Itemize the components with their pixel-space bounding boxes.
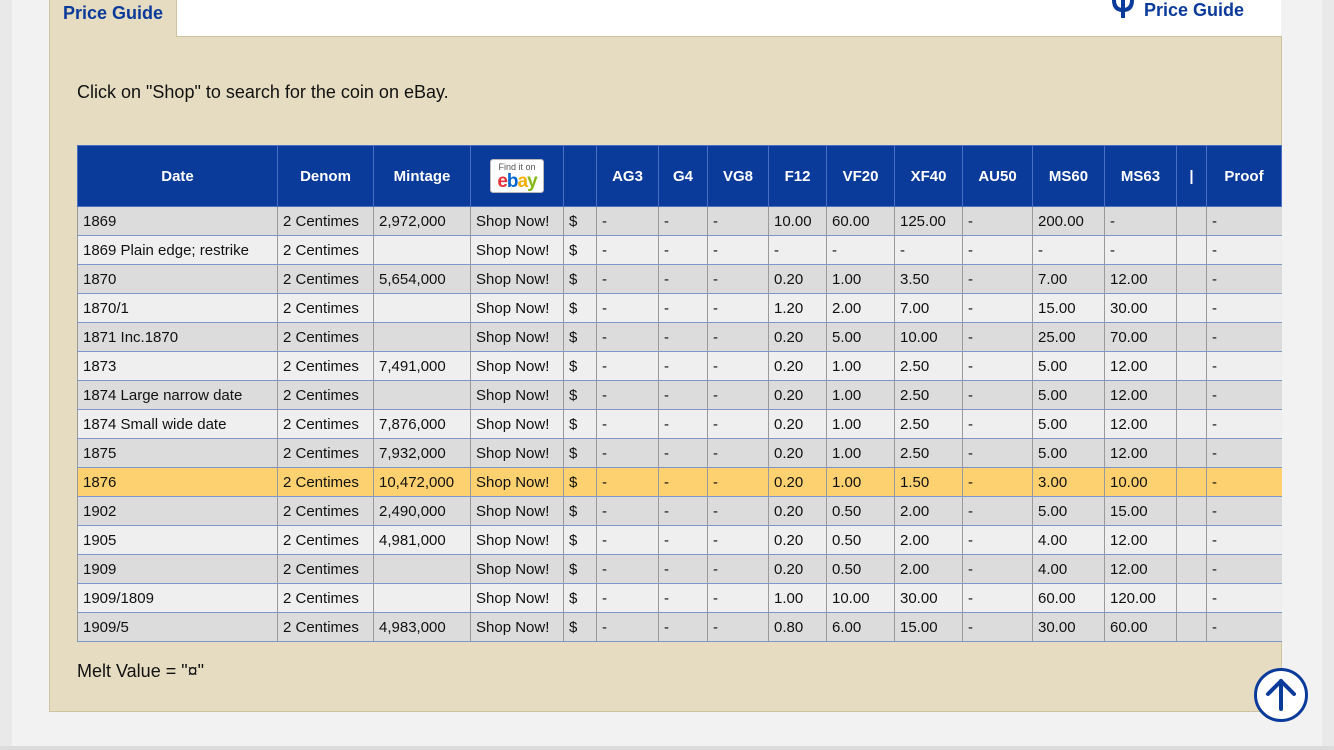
cell-mintage: 4,983,000: [374, 613, 471, 642]
table-row: [78, 236, 1282, 265]
cell-separator: [1177, 613, 1207, 642]
cell-proof: -: [1207, 323, 1282, 352]
cell-mintage: 2,490,000: [374, 497, 471, 526]
cell-ms60: -: [1033, 236, 1105, 265]
cell-proof: -: [1207, 613, 1282, 642]
cell-g4: -: [659, 323, 708, 352]
scroll-top-button[interactable]: [1254, 668, 1308, 722]
cell-xf40: 2.50: [895, 352, 963, 381]
cell-vf20: 0.50: [827, 497, 895, 526]
cell-xf40: 2.50: [895, 410, 963, 439]
right-margin: [1322, 0, 1334, 750]
header-ebay: [471, 146, 564, 207]
cell-proof: -: [1207, 497, 1282, 526]
cell-proof: -: [1207, 468, 1282, 497]
shop-now-link[interactable]: Shop Now!: [471, 410, 564, 439]
header-currency: [564, 146, 597, 207]
cell-ms63: 120.00: [1105, 584, 1177, 613]
cell-mintage: [374, 294, 471, 323]
cell-vg8: -: [708, 236, 769, 265]
shop-now-link[interactable]: Shop Now!: [471, 236, 564, 265]
cell-mintage: [374, 381, 471, 410]
cell-proof: -: [1207, 410, 1282, 439]
cell-currency: $: [564, 555, 597, 584]
cell-date: 1870: [78, 265, 278, 294]
header-vf20: VF20: [827, 146, 895, 207]
cell-ag3: -: [597, 497, 659, 526]
cell-f12: 1.20: [769, 294, 827, 323]
cell-vg8: -: [708, 265, 769, 294]
cell-denom: 2 Centimes: [278, 555, 374, 584]
table-row: [78, 323, 1282, 352]
cell-xf40: 2.00: [895, 555, 963, 584]
cell-separator: [1177, 555, 1207, 584]
header-au50: AU50: [963, 146, 1033, 207]
table-row: [78, 352, 1282, 381]
cell-au50: -: [963, 613, 1033, 642]
table-row: [78, 555, 1282, 584]
shop-now-link[interactable]: Shop Now!: [471, 526, 564, 555]
cell-date: 1870/1: [78, 294, 278, 323]
cell-date: 1909/1809: [78, 584, 278, 613]
cell-ms60: 4.00: [1033, 526, 1105, 555]
cell-g4: -: [659, 236, 708, 265]
cell-proof: -: [1207, 381, 1282, 410]
cell-mintage: [374, 236, 471, 265]
cell-xf40: 3.50: [895, 265, 963, 294]
shop-now-link[interactable]: Shop Now!: [471, 497, 564, 526]
bottom-divider: [0, 746, 1334, 750]
cell-ag3: -: [597, 381, 659, 410]
cell-ag3: -: [597, 526, 659, 555]
cell-denom: 2 Centimes: [278, 439, 374, 468]
shop-now-link[interactable]: Shop Now!: [471, 555, 564, 584]
price-guide-link-label: Price Guide: [1144, 0, 1245, 20]
header-date: Date: [78, 146, 278, 207]
table-row: [78, 381, 1282, 410]
cell-ms63: 12.00: [1105, 555, 1177, 584]
cell-currency: $: [564, 526, 597, 555]
cell-ms60: 5.00: [1033, 497, 1105, 526]
cell-au50: -: [963, 555, 1033, 584]
cell-ms60: 4.00: [1033, 555, 1105, 584]
cell-ms63: -: [1105, 207, 1177, 236]
cell-date: 1909: [78, 555, 278, 584]
cell-vg8: -: [708, 439, 769, 468]
cell-ag3: -: [597, 207, 659, 236]
cell-denom: 2 Centimes: [278, 584, 374, 613]
cell-denom: 2 Centimes: [278, 381, 374, 410]
cell-ag3: -: [597, 584, 659, 613]
cell-proof: -: [1207, 207, 1282, 236]
cell-currency: $: [564, 381, 597, 410]
cell-mintage: [374, 555, 471, 584]
cell-au50: -: [963, 352, 1033, 381]
cell-vg8: -: [708, 468, 769, 497]
cell-vf20: 10.00: [827, 584, 895, 613]
cell-au50: -: [963, 265, 1033, 294]
cell-g4: -: [659, 497, 708, 526]
cell-separator: [1177, 584, 1207, 613]
shop-now-link[interactable]: Shop Now!: [471, 323, 564, 352]
cell-vg8: -: [708, 294, 769, 323]
melt-value: Melt Value = "¤": [77, 661, 205, 681]
shop-now-link[interactable]: Shop Now!: [471, 584, 564, 613]
cell-ms63: -: [1105, 236, 1177, 265]
cell-ms63: 12.00: [1105, 265, 1177, 294]
cell-vg8: -: [708, 497, 769, 526]
cell-currency: $: [564, 439, 597, 468]
cell-g4: -: [659, 613, 708, 642]
cell-vf20: 0.50: [827, 555, 895, 584]
header-mintage: Mintage: [374, 146, 471, 207]
cell-denom: 2 Centimes: [278, 352, 374, 381]
cell-ag3: -: [597, 323, 659, 352]
cell-currency: $: [564, 410, 597, 439]
shop-now-link[interactable]: Shop Now!: [471, 352, 564, 381]
cell-vf20: 1.00: [827, 381, 895, 410]
header-separator: |: [1177, 146, 1207, 207]
cell-date: 1874 Large narrow date: [78, 381, 278, 410]
cell-ms60: 5.00: [1033, 439, 1105, 468]
cell-vg8: -: [708, 410, 769, 439]
cell-ms60: 60.00: [1033, 584, 1105, 613]
cell-date: 1875: [78, 439, 278, 468]
cell-f12: 0.20: [769, 265, 827, 294]
cell-vf20: 1.00: [827, 468, 895, 497]
cell-date: 1874 Small wide date: [78, 410, 278, 439]
cell-xf40: 15.00: [895, 613, 963, 642]
cell-denom: 2 Centimes: [278, 613, 374, 642]
cell-xf40: 125.00: [895, 207, 963, 236]
cell-denom: 2 Centimes: [278, 497, 374, 526]
cell-ms63: 12.00: [1105, 352, 1177, 381]
cell-f12: 0.20: [769, 381, 827, 410]
cell-g4: -: [659, 439, 708, 468]
cell-xf40: 2.50: [895, 439, 963, 468]
cell-au50: -: [963, 497, 1033, 526]
cell-vg8: -: [708, 584, 769, 613]
cell-vg8: -: [708, 323, 769, 352]
cell-mintage: 2,972,000: [374, 207, 471, 236]
cell-au50: -: [963, 294, 1033, 323]
cell-vg8: -: [708, 352, 769, 381]
cell-g4: -: [659, 526, 708, 555]
cell-au50: -: [963, 410, 1033, 439]
cell-f12: 0.20: [769, 352, 827, 381]
cell-ms63: 10.00: [1105, 468, 1177, 497]
cell-mintage: 5,654,000: [374, 265, 471, 294]
cell-date: 1873: [78, 352, 278, 381]
cell-denom: 2 Centimes: [278, 410, 374, 439]
cell-proof: -: [1207, 236, 1282, 265]
cell-vg8: -: [708, 613, 769, 642]
cell-f12: 0.80: [769, 613, 827, 642]
table-row: [78, 439, 1282, 468]
ebay-logo-icon: ebay: [497, 171, 537, 192]
cell-ag3: -: [597, 555, 659, 584]
cell-vf20: 6.00: [827, 613, 895, 642]
header-proof: Proof: [1207, 146, 1282, 207]
cell-ms60: 7.00: [1033, 265, 1105, 294]
cell-xf40: 2.00: [895, 526, 963, 555]
cell-vf20: 1.00: [827, 410, 895, 439]
cell-date: 1909/5: [78, 613, 278, 642]
cell-vf20: 1.00: [827, 265, 895, 294]
cell-g4: -: [659, 352, 708, 381]
cell-proof: -: [1207, 352, 1282, 381]
cell-vg8: -: [708, 381, 769, 410]
cell-date: 1876: [78, 468, 278, 497]
header-vg8: VG8: [708, 146, 769, 207]
cell-vf20: 2.00: [827, 294, 895, 323]
cell-currency: $: [564, 236, 597, 265]
cell-denom: 2 Centimes: [278, 236, 374, 265]
cell-g4: -: [659, 207, 708, 236]
cell-separator: [1177, 468, 1207, 497]
cell-g4: -: [659, 294, 708, 323]
cell-au50: -: [963, 236, 1033, 265]
coin-icon: [1110, 0, 1136, 20]
intro-text: Click on "Shop" to search for the coin on eBay.: [77, 82, 449, 102]
cell-ag3: -: [597, 352, 659, 381]
cell-g4: -: [659, 584, 708, 613]
shop-now-link[interactable]: Shop Now!: [471, 381, 564, 410]
cell-proof: -: [1207, 584, 1282, 613]
header-f12: F12: [769, 146, 827, 207]
tab-label: Price Guide: [63, 3, 164, 23]
cell-currency: $: [564, 613, 597, 642]
tab-price-guide[interactable]: [49, 0, 177, 37]
cell-separator: [1177, 207, 1207, 236]
cell-ag3: -: [597, 439, 659, 468]
cell-currency: $: [564, 497, 597, 526]
table-row: [78, 526, 1282, 555]
cell-au50: -: [963, 584, 1033, 613]
cell-xf40: 2.50: [895, 381, 963, 410]
cell-vf20: 5.00: [827, 323, 895, 352]
cell-separator: [1177, 526, 1207, 555]
header-ms63: MS63: [1105, 146, 1177, 207]
cell-vg8: -: [708, 555, 769, 584]
table-row: [78, 207, 1282, 236]
cell-g4: -: [659, 555, 708, 584]
cell-vf20: -: [827, 236, 895, 265]
header-denom: Denom: [278, 146, 374, 207]
cell-ms60: 5.00: [1033, 352, 1105, 381]
shop-now-link[interactable]: Shop Now!: [471, 439, 564, 468]
header-ag3: AG3: [597, 146, 659, 207]
cell-f12: 0.20: [769, 555, 827, 584]
cell-f12: 0.20: [769, 439, 827, 468]
cell-ag3: -: [597, 265, 659, 294]
cell-separator: [1177, 497, 1207, 526]
cell-separator: [1177, 294, 1207, 323]
cell-separator: [1177, 236, 1207, 265]
cell-ms60: 30.00: [1033, 613, 1105, 642]
cell-xf40: 1.50: [895, 468, 963, 497]
cell-vf20: 1.00: [827, 352, 895, 381]
cell-ms63: 30.00: [1105, 294, 1177, 323]
cell-mintage: 10,472,000: [374, 468, 471, 497]
cell-ms60: 5.00: [1033, 381, 1105, 410]
table-row: [78, 410, 1282, 439]
cell-au50: -: [963, 526, 1033, 555]
table-row: [78, 468, 1282, 497]
table-row: [78, 497, 1282, 526]
cell-ag3: -: [597, 294, 659, 323]
cell-date: 1905: [78, 526, 278, 555]
price-table: [77, 145, 1282, 642]
header-g4: G4: [659, 146, 708, 207]
cell-proof: -: [1207, 526, 1282, 555]
cell-denom: 2 Centimes: [278, 294, 374, 323]
table-row: [78, 613, 1282, 642]
cell-au50: -: [963, 207, 1033, 236]
cell-ag3: -: [597, 236, 659, 265]
header-ms60: MS60: [1033, 146, 1105, 207]
cell-vg8: -: [708, 526, 769, 555]
arrow-up-circle-icon: [1257, 671, 1305, 719]
table-row: [78, 294, 1282, 323]
cell-f12: 0.20: [769, 497, 827, 526]
cell-ms63: 70.00: [1105, 323, 1177, 352]
shop-now-link[interactable]: Shop Now!: [471, 294, 564, 323]
cell-au50: -: [963, 439, 1033, 468]
cell-date: 1871 Inc.1870: [78, 323, 278, 352]
cell-ms63: 15.00: [1105, 497, 1177, 526]
cell-xf40: -: [895, 236, 963, 265]
cell-mintage: 4,981,000: [374, 526, 471, 555]
cell-proof: -: [1207, 439, 1282, 468]
cell-f12: 0.20: [769, 526, 827, 555]
cell-g4: -: [659, 265, 708, 294]
table-row: [78, 584, 1282, 613]
shop-now-link[interactable]: Shop Now!: [471, 468, 564, 497]
cell-proof: -: [1207, 294, 1282, 323]
cell-currency: $: [564, 352, 597, 381]
cell-denom: 2 Centimes: [278, 323, 374, 352]
cell-ms63: 12.00: [1105, 381, 1177, 410]
cell-ms63: 12.00: [1105, 410, 1177, 439]
cell-denom: 2 Centimes: [278, 526, 374, 555]
cell-ag3: -: [597, 468, 659, 497]
cell-ms60: 25.00: [1033, 323, 1105, 352]
cell-ms60: 3.00: [1033, 468, 1105, 497]
cell-xf40: 7.00: [895, 294, 963, 323]
cell-ms63: 12.00: [1105, 439, 1177, 468]
ebay-find-text: Find it on: [498, 162, 536, 172]
cell-proof: -: [1207, 265, 1282, 294]
cell-vf20: 0.50: [827, 526, 895, 555]
cell-au50: -: [963, 468, 1033, 497]
cell-xf40: 10.00: [895, 323, 963, 352]
cell-date: 1902: [78, 497, 278, 526]
cell-denom: 2 Centimes: [278, 468, 374, 497]
cell-denom: 2 Centimes: [278, 265, 374, 294]
cell-currency: $: [564, 265, 597, 294]
cell-currency: $: [564, 468, 597, 497]
cell-f12: -: [769, 236, 827, 265]
cell-g4: -: [659, 468, 708, 497]
cell-mintage: [374, 323, 471, 352]
cell-separator: [1177, 381, 1207, 410]
cell-mintage: [374, 584, 471, 613]
cell-separator: [1177, 265, 1207, 294]
price-guide-link[interactable]: [1110, 0, 1244, 20]
cell-ms63: 12.00: [1105, 526, 1177, 555]
cell-f12: 0.20: [769, 323, 827, 352]
left-margin: [0, 0, 12, 750]
shop-now-link[interactable]: Shop Now!: [471, 265, 564, 294]
cell-currency: $: [564, 294, 597, 323]
cell-g4: -: [659, 381, 708, 410]
header-xf40: XF40: [895, 146, 963, 207]
cell-vf20: 1.00: [827, 439, 895, 468]
cell-currency: $: [564, 323, 597, 352]
table-row: [78, 265, 1282, 294]
cell-date: 1869 Plain edge; restrike: [78, 236, 278, 265]
cell-separator: [1177, 439, 1207, 468]
cell-f12: 10.00: [769, 207, 827, 236]
cell-g4: -: [659, 410, 708, 439]
shop-now-link[interactable]: Shop Now!: [471, 613, 564, 642]
cell-vf20: 60.00: [827, 207, 895, 236]
cell-denom: 2 Centimes: [278, 207, 374, 236]
cell-separator: [1177, 323, 1207, 352]
cell-mintage: 7,491,000: [374, 352, 471, 381]
cell-ms60: 15.00: [1033, 294, 1105, 323]
cell-date: 1869: [78, 207, 278, 236]
cell-ms60: 5.00: [1033, 410, 1105, 439]
cell-f12: 1.00: [769, 584, 827, 613]
cell-ms60: 200.00: [1033, 207, 1105, 236]
cell-separator: [1177, 410, 1207, 439]
table-header-row: [78, 146, 1282, 207]
shop-now-link[interactable]: Shop Now!: [471, 207, 564, 236]
cell-vg8: -: [708, 207, 769, 236]
cell-ag3: -: [597, 613, 659, 642]
cell-separator: [1177, 352, 1207, 381]
cell-f12: 0.20: [769, 410, 827, 439]
cell-f12: 0.20: [769, 468, 827, 497]
cell-au50: -: [963, 381, 1033, 410]
cell-ms63: 60.00: [1105, 613, 1177, 642]
cell-mintage: 7,932,000: [374, 439, 471, 468]
cell-mintage: 7,876,000: [374, 410, 471, 439]
cell-currency: $: [564, 584, 597, 613]
cell-proof: -: [1207, 555, 1282, 584]
cell-au50: -: [963, 323, 1033, 352]
cell-xf40: 30.00: [895, 584, 963, 613]
cell-ag3: -: [597, 410, 659, 439]
cell-xf40: 2.00: [895, 497, 963, 526]
cell-currency: $: [564, 207, 597, 236]
ebay-badge[interactable]: [490, 159, 544, 193]
